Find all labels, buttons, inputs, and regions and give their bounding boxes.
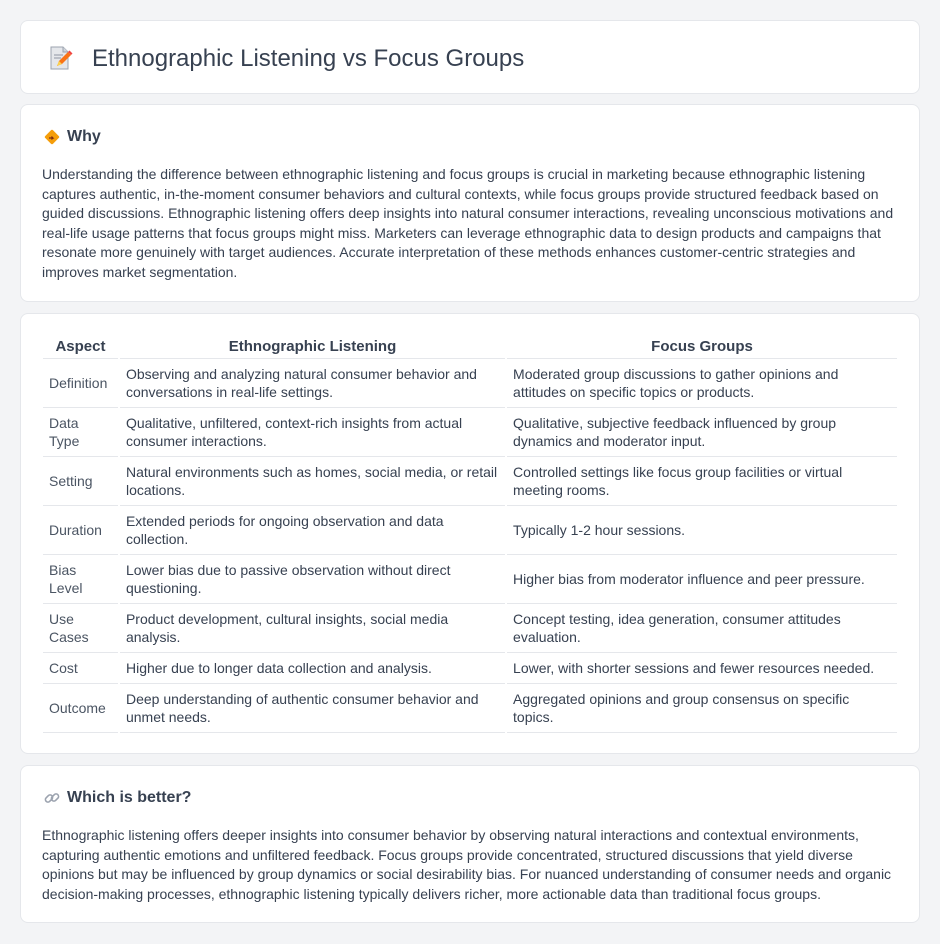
better-heading-label: Which is better?: [67, 789, 192, 806]
comparison-table: [41, 334, 899, 733]
ethnographic-cell: Observing and analyzing natural consumer behavior and conversations in real-life settings.: [120, 359, 505, 408]
ethnographic-cell: Product development, cultural insights, social media analysis.: [120, 604, 505, 653]
aspect-cell: Bias Level: [43, 555, 118, 604]
table-row: [43, 506, 897, 555]
focus-groups-cell: Controlled settings like focus group facilities or virtual meeting rooms.: [507, 457, 897, 506]
ethnographic-cell: Natural environments such as homes, social media, or retail locations.: [120, 457, 505, 506]
aspect-cell: Setting: [43, 457, 118, 506]
focus-groups-cell: Typically 1-2 hour sessions.: [507, 506, 897, 555]
table-row: [43, 408, 897, 457]
table-row: [43, 555, 897, 604]
comparison-card: [20, 313, 920, 754]
ethnographic-cell: Lower bias due to passive observation without direct questioning.: [120, 555, 505, 604]
why-section: [20, 104, 920, 302]
better-heading: [43, 788, 191, 808]
page-title: Ethnographic Listening vs Focus Groups: [92, 45, 525, 72]
title-card: [20, 20, 920, 94]
ethnographic-cell: Deep understanding of authentic consumer behavior and unmet needs.: [120, 684, 505, 733]
why-heading: [43, 127, 101, 147]
header-ethnographic: Ethnographic Listening: [120, 334, 505, 359]
ethnographic-cell: Qualitative, unfiltered, context-rich insights from actual consumer interactions.: [120, 408, 505, 457]
which-is-better-section: [20, 765, 920, 923]
focus-groups-cell: Aggregated opinions and group consensus on specific topics.: [507, 684, 897, 733]
ethnographic-cell: Extended periods for ongoing observation and data collection.: [120, 506, 505, 555]
focus-groups-cell: Lower, with shorter sessions and fewer resources needed.: [507, 653, 897, 684]
table-row: [43, 653, 897, 684]
aspect-cell: Definition: [43, 359, 118, 408]
document-pencil-icon: [47, 45, 73, 71]
ethnographic-cell: Higher due to longer data collection and analysis.: [120, 653, 505, 684]
focus-groups-cell: Moderated group discussions to gather opinions and attitudes on specific topics or products.: [507, 359, 897, 408]
aspect-cell: Use Cases: [43, 604, 118, 653]
focus-groups-cell: Higher bias from moderator influence and peer pressure.: [507, 555, 897, 604]
header-focus-groups: Focus Groups: [507, 334, 897, 359]
aspect-cell: Data Type: [43, 408, 118, 457]
diamond-sign-icon: [43, 128, 61, 146]
table-row: [43, 684, 897, 733]
aspect-cell: Cost: [43, 653, 118, 684]
link-icon: [43, 789, 61, 807]
table-row: [43, 457, 897, 506]
why-heading-label: Why: [67, 128, 101, 145]
focus-groups-cell: Qualitative, subjective feedback influenced by group dynamics and moderator input.: [507, 408, 897, 457]
why-paragraph: Understanding the difference between ethnographic listening and focus groups is crucial in marketing because ethnographic listening captures authentic, in-the-moment consumer behaviors and cultural contexts, while focus groups provide structured feedback based on guided discussions. Ethnographic listening offers deep insights into natural consumer interactions, revealing unconscious motivations and real-life usage patterns that focus groups might miss. Marketers can leverage ethnographic data to design products and campaigns that resonate more genuinely with target audiences. Accurate interpretation of these methods enhances customer-centric strategies and improves market segmentation.: [42, 166, 894, 280]
aspect-cell: Outcome: [43, 684, 118, 733]
focus-groups-cell: Concept testing, idea generation, consumer attitudes evaluation.: [507, 604, 897, 653]
table-row: [43, 359, 897, 408]
header-aspect: Aspect: [43, 334, 118, 359]
aspect-cell: Duration: [43, 506, 118, 555]
better-paragraph: Ethnographic listening offers deeper insights into consumer behavior by observing natural interactions and contextual environments, capturing authentic emotions and unfiltered feedback. Focus groups provide concentrated, structured discussions that yield diverse opinions but may be influenced by group dynamics or social desirability bias. For nuanced understanding of consumer needs and organic decision-making processes, ethnographic listening typically delivers richer, more actionable data than traditional focus groups.: [42, 827, 892, 902]
table-row: [43, 604, 897, 653]
